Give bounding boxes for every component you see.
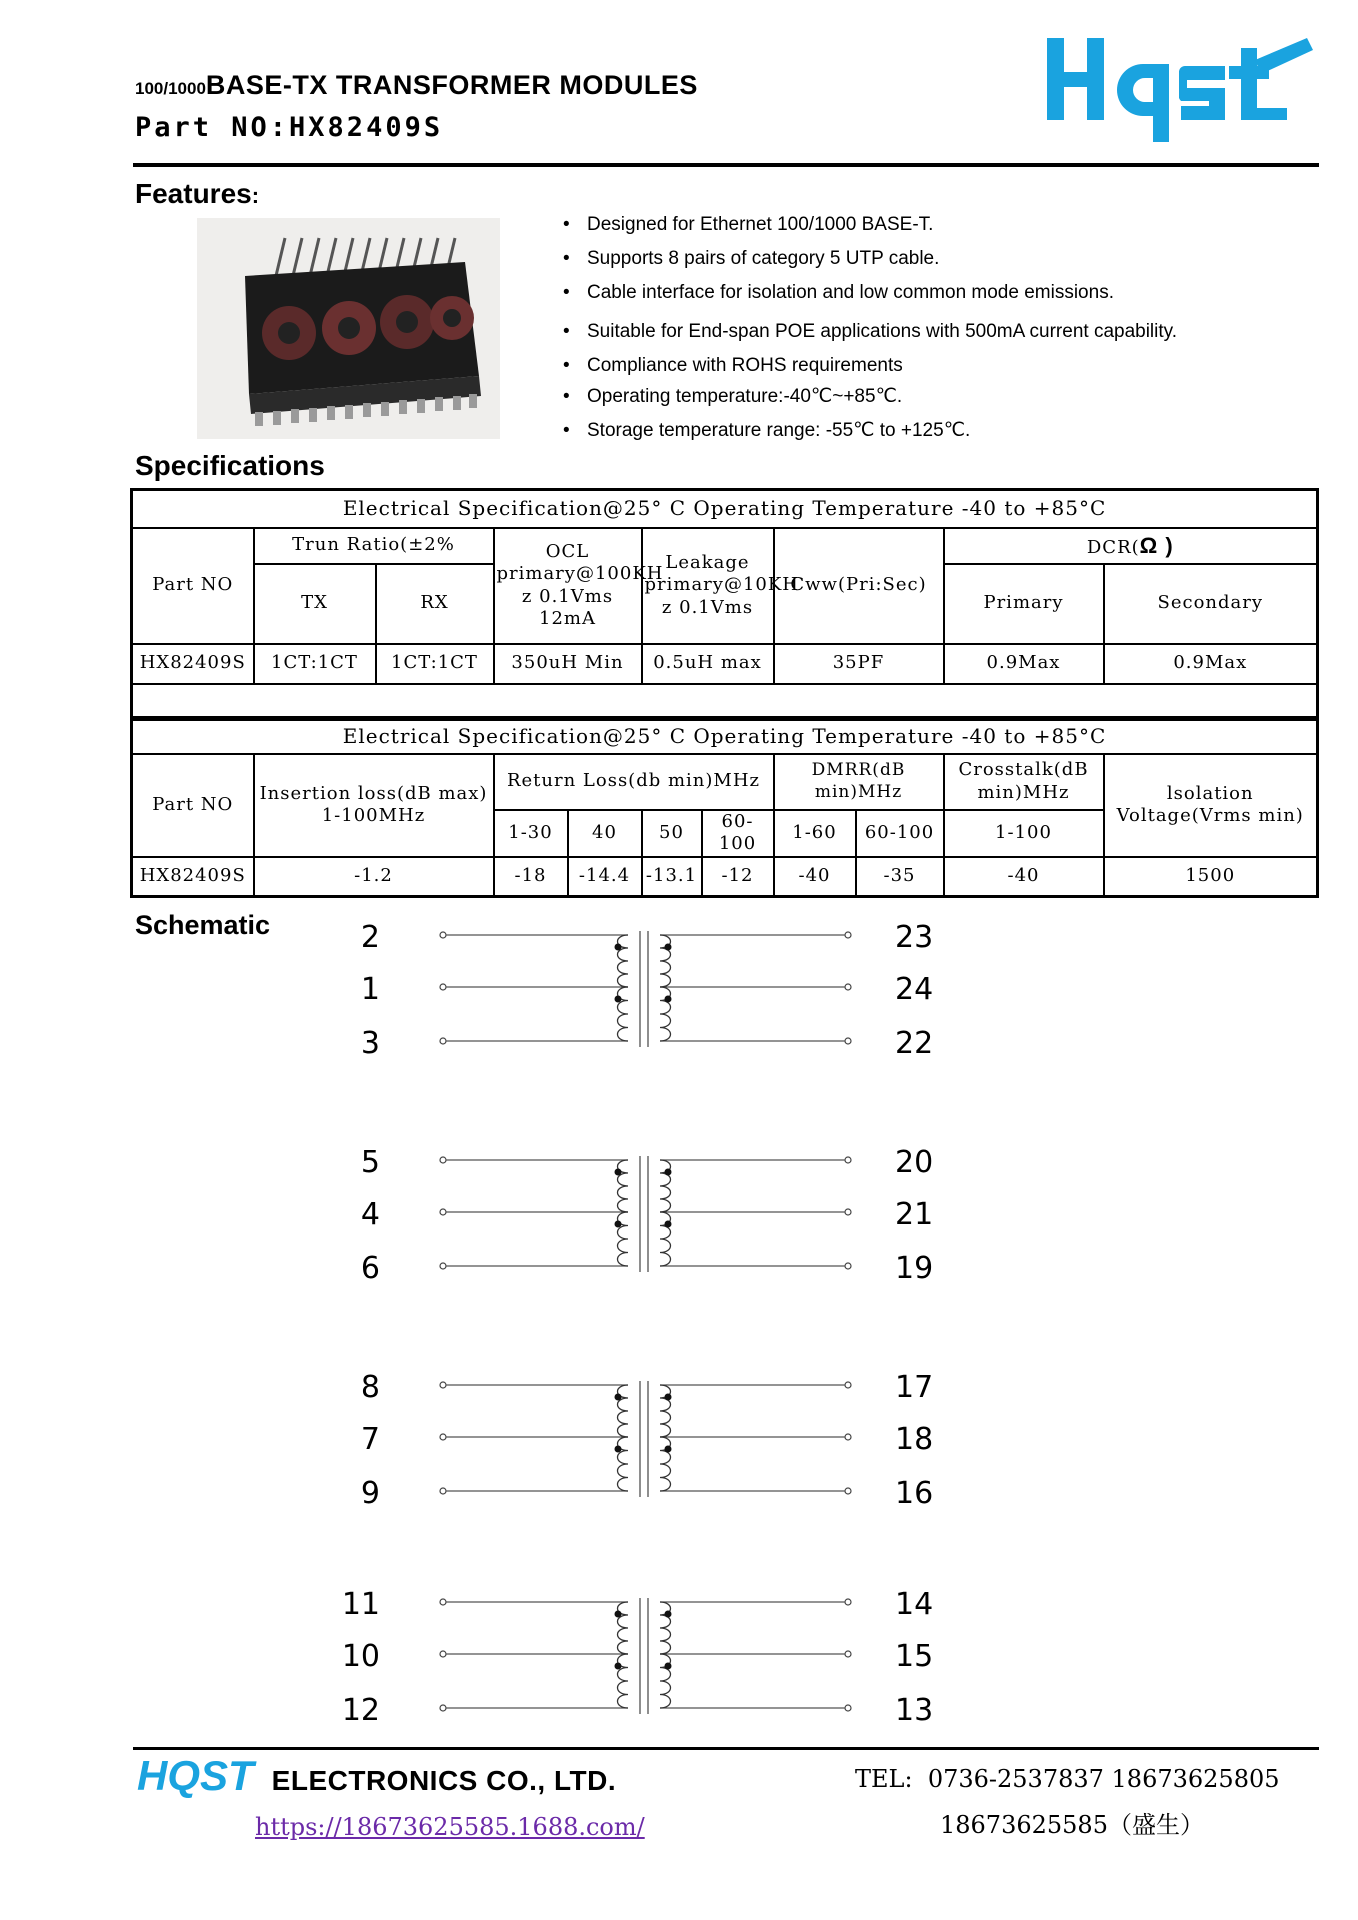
pin-terminal [440,1705,446,1711]
cell-rl: -18 [494,857,568,897]
polarity-dot [665,944,672,951]
feature-item: • Cable interface for isolation and low common mode emissions. [563,282,1114,303]
cell-isolation: 1500 [1104,857,1318,897]
polarity-dot [665,1221,672,1228]
secondary-coil [660,1385,671,1437]
hqst-logo [1045,30,1325,145]
polarity-dot [615,996,622,1003]
pin-terminal [845,984,851,990]
pin-terminal [845,1263,851,1269]
cell-ocl: 350uH Min [494,644,642,684]
pin-terminal [440,1599,446,1605]
pin-terminal [845,1705,851,1711]
header-part-no: Part NO [132,528,254,644]
secondary-coil [660,1602,671,1654]
polarity-dot [665,1446,672,1453]
pin-label: 23 [895,920,934,955]
pin-label: 5 [360,1145,380,1180]
pin-label: 8 [360,1370,380,1405]
header-leakage: Leakage primary@10KH z 0.1Vms [642,528,774,644]
header-ocl: OCL primary@100KH z 0.1Vms 12mA [494,528,642,644]
cell-dmrr: -40 [774,857,856,897]
cell-insertion-loss: -1.2 [254,857,494,897]
cell-cww: 35PF [774,644,944,684]
table1-caption: Electrical Specification@25° C Operating Temperature -40 to +85°C [132,490,1318,528]
pin-label: 7 [360,1422,380,1457]
secondary-coil [660,1160,671,1212]
sub-rl-1-30: 1-30 [494,810,568,857]
pin-terminal [845,1651,851,1657]
cell-secondary: 0.9Max [1104,644,1318,684]
footer-brand [137,1752,616,1800]
polarity-dot [665,1169,672,1176]
schematic-diagram [341,905,960,1735]
sub-rl-50: 50 [642,810,702,857]
header-divider [133,163,1319,167]
pin-terminal [440,1651,446,1657]
pin-terminal [845,1157,851,1163]
polarity-dot [665,1394,672,1401]
footer-company: ELECTRONICS CO., LTD. [271,1765,617,1796]
pin-label: 1 [360,972,380,1007]
cell-dmrr: -35 [856,857,944,897]
pin-terminal [440,932,446,938]
secondary-coil [660,935,671,987]
electrical-spec-table [130,488,1319,719]
header-dmrr: DMRR(dB min)MHz [774,754,944,810]
tel-label: TEL: [855,1765,913,1793]
header-insertion-loss: Insertion loss(dB max) 1-100MHz [254,754,494,857]
pin-terminal [440,1382,446,1388]
pin-terminal [845,1434,851,1440]
feature-item: • Storage temperature range: -55℃ to +125℃. [563,420,971,441]
part-number: Part NO:HX82409S [135,112,444,143]
header-tx: TX [254,564,376,644]
title-prefix: 100/1000 [135,79,206,98]
pin-terminal [440,1157,446,1163]
pin-label: 16 [895,1476,934,1511]
header-primary: Primary [944,564,1104,644]
pin-label: 24 [895,972,934,1007]
table2-caption: Electrical Specification@25° C Operating Temperature -40 to +85°C [132,720,1318,754]
pin-terminal [845,1382,851,1388]
cell-primary: 0.9Max [944,644,1104,684]
company-website-link[interactable]: https://18673625585.1688.com/ [255,1813,645,1841]
polarity-dot [615,1394,622,1401]
title-main: BASE-TX TRANSFORMER MODULES [205,70,698,100]
polarity-dot [615,1169,622,1176]
pin-label: 13 [895,1693,934,1728]
pin-label: 4 [360,1197,380,1232]
cell-leakage: 0.5uH max [642,644,774,684]
spacer-row [132,684,1318,718]
product-photo [197,218,500,439]
pin-label: 2 [360,920,380,955]
feature-item: • Operating temperature:-40℃~+85℃. [563,386,903,407]
secondary-coil [660,1437,671,1491]
pin-label: 3 [360,1026,380,1061]
pin-label: 6 [360,1251,380,1286]
sub-dmrr-1-60: 1-60 [774,810,856,857]
pin-label: 19 [895,1251,934,1286]
pin-label: 15 [895,1639,934,1674]
footer-telephone [855,1765,1280,1793]
pin-terminal [845,1038,851,1044]
feature-item: • Suitable for End-span POE applications with 500mA current capability. [563,321,1178,342]
cell-tx: 1CT:1CT [254,644,376,684]
cell-rx: 1CT:1CT [376,644,494,684]
schematic-title: Schematic [135,910,271,940]
pin-terminal [845,1488,851,1494]
sub-rl-40: 40 [568,810,642,857]
pin-label: 20 [895,1145,934,1180]
header-cww: Cww(Pri:Sec) [774,528,944,644]
polarity-dot [665,1663,672,1670]
pin-label: 9 [360,1476,380,1511]
document-title [135,70,698,101]
secondary-coil [660,1654,671,1708]
pin-terminal [440,1038,446,1044]
pin-label: 14 [895,1587,934,1622]
polarity-dot [615,944,622,951]
header-rx: RX [376,564,494,644]
pin-label: 18 [895,1422,934,1457]
header-crosstalk: Crosstalk(dB min)MHz [944,754,1104,810]
pin-label: 21 [895,1197,934,1232]
polarity-dot [615,1221,622,1228]
polarity-dot [665,1611,672,1618]
performance-spec-table [130,718,1319,898]
header-secondary: Secondary [1104,564,1318,644]
cell-rl: -12 [702,857,774,897]
footer-brand-name: HQST [137,1752,254,1799]
pin-terminal [845,1599,851,1605]
primary-coil [618,1385,629,1437]
cell-part: HX82409S [132,644,254,684]
header-return-loss: Return Loss(db min)MHz [494,754,774,810]
pin-label: 10 [341,1639,380,1674]
pin-label: 22 [895,1026,934,1061]
cell-part: HX82409S [132,857,254,897]
polarity-dot [615,1446,622,1453]
footer-divider [133,1747,1319,1750]
pin-terminal [440,1488,446,1494]
cell-crosstalk: -40 [944,857,1104,897]
pin-terminal [440,1209,446,1215]
polarity-dot [665,996,672,1003]
header-dcr: DCR(Ω ) [944,528,1318,564]
secondary-coil [660,1212,671,1266]
header-part-no: Part NO [132,754,254,857]
sub-dmrr-60-100: 60-100 [856,810,944,857]
polarity-dot [615,1611,622,1618]
cell-rl: -14.4 [568,857,642,897]
secondary-coil [660,987,671,1041]
feature-item: • Designed for Ethernet 100/1000 BASE-T. [563,214,934,235]
pin-terminal [845,1209,851,1215]
pin-terminal [845,932,851,938]
header-turn-ratio: Trun Ratio(±2% [254,528,494,564]
primary-coil [618,1602,629,1654]
pin-terminal [440,984,446,990]
pin-label: 12 [341,1693,380,1728]
feature-item: • Supports 8 pairs of category 5 UTP cable. [563,248,940,269]
pin-label: 11 [341,1587,380,1622]
primary-coil [618,1654,629,1708]
primary-coil [618,1212,629,1266]
polarity-dot [615,1663,622,1670]
primary-coil [618,935,629,987]
pin-label: 17 [895,1370,934,1405]
sub-xt-1-100: 1-100 [944,810,1104,857]
sub-rl-60-100: 60-100 [702,810,774,857]
primary-coil [618,987,629,1041]
header-isolation: lsolation Voltage(Vrms min) [1104,754,1318,857]
primary-coil [618,1160,629,1212]
pin-terminal [440,1263,446,1269]
pin-terminal [440,1434,446,1440]
feature-item: • Compliance with ROHS requirements [563,355,903,376]
cell-rl: -13.1 [642,857,702,897]
primary-coil [618,1437,629,1491]
features-title: Features: [135,178,260,209]
tel-number-2: 18673625585（盛生） [940,1811,1204,1839]
specifications-title: Specifications [135,450,325,481]
tel-number-1: 0736-2537837 18673625805 [927,1765,1280,1793]
